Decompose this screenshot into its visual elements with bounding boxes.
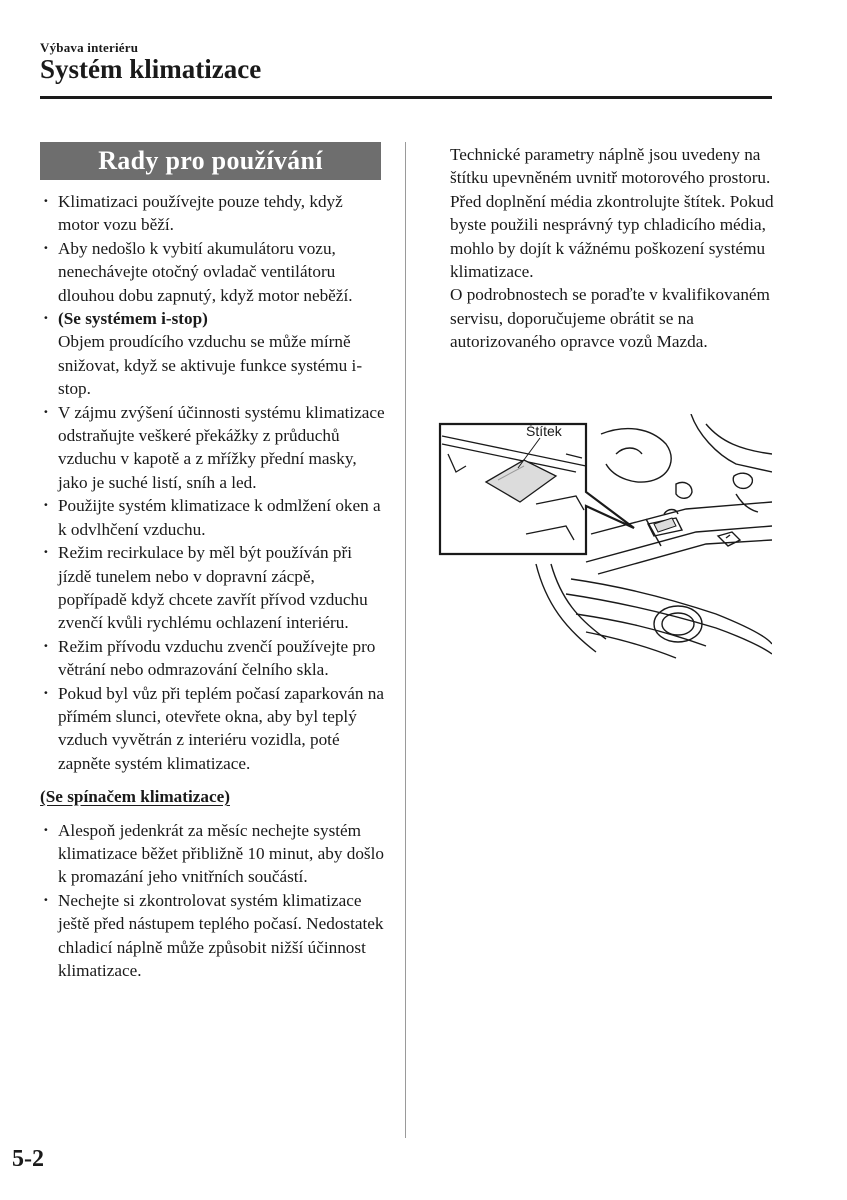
list-item-text: Použijte systém klimatizace k odmlžení oken a k odvlhčení vzduchu. [58,496,381,539]
engine-bay-illustration [436,414,772,670]
list-item [40,401,385,495]
list-item-text: V zájmu zvýšení účinnosti systému klimatizace odstraňujte veškeré překážky z průduchů vzduchu v kapotě a z mřížky přední masky, jako je suché listí, sníh a led. [58,402,385,492]
label-location-figure [436,414,772,670]
section-banner: Rady pro používání [40,142,381,180]
list-item [40,819,385,889]
list-item [40,494,385,541]
list-item [40,190,385,237]
list-item-text: Nechejte si zkontrolovat systém klimatizace ještě před nástupem teplého počasí. Nedostatek chladicí náplně může způsobit nižší účinnost klimatizace. [58,890,384,980]
page-title: Systém klimatizace [40,54,262,84]
subsection-list [40,819,385,983]
list-item-text: Klimatizaci používejte pouze tehdy, když motor vozu běží. [58,192,343,235]
list-item-text: Objem proudícího vzduchu se může mírně snižovat, když se aktivuje funkce systému i-stop. [58,332,363,399]
header-rule [40,96,772,99]
right-column [450,143,780,354]
list-item-text: Režim recirkulace by měl být používán při jízdě tunelem nebo v dopravní zácpě, popřípadě když chcete zavřít přívod vzduchu zvenčí kvůli rychlému ochlazení interiéru. [58,543,368,633]
list-item [40,635,385,682]
list-item-text: Aby nedošlo k vybití akumulátoru vozu, nenechávejte otočný ovladač ventilátoru dlouhou dobu zapnutý, když motor neběží. [58,238,353,305]
subsection-heading: (Se spínačem klimatizace) [40,787,230,807]
breadcrumb: Výbava interiéru [40,40,139,55]
list-item [40,307,385,401]
list-item-text: Pokud byl vůz při teplém počasí zaparkován na přímém slunci, otevřete okna, aby byl teplý vzduch vyvětrán z interiéru vozidla, poté zapněte systém klimatizace. [58,683,384,773]
list-item-text: Alespoň jedenkrát za měsíc nechejte systém klimatizace běžet přibližně 10 minut, aby došlo k promazání jeho vnitřních součástí. [58,820,384,887]
list-item [40,541,385,635]
list-item [40,682,385,776]
left-column [40,190,385,982]
list-item-heading: · (Se systémem i-stop) [58,309,208,329]
list-item [40,889,385,983]
label-callout-text: Štítek [526,423,562,439]
tips-list [40,190,385,775]
page-number: 5-2 [12,1146,44,1172]
paragraph-refrigerant: Technické parametry náplně jsou uvedeny na štítku upevněném uvnitř motorového prostoru. Před doplnění média zkontrolujte štítek. Pokud byste použili nesprávný typ chladicího média, mohlo by dojít k vážnému poškození systému klimatizace. [450,145,774,282]
paragraph-service: O podrobnostech se poraďte v kvalifikovaném servisu, doporučujeme obrátit se na autorizovaného opravce vozů Mazda. [450,285,770,352]
list-item-text: Režim přívodu vzduchu zvenčí používejte pro větrání nebo odmrazování čelního skla. [58,636,376,680]
list-item [40,237,385,307]
column-divider [405,142,406,1138]
